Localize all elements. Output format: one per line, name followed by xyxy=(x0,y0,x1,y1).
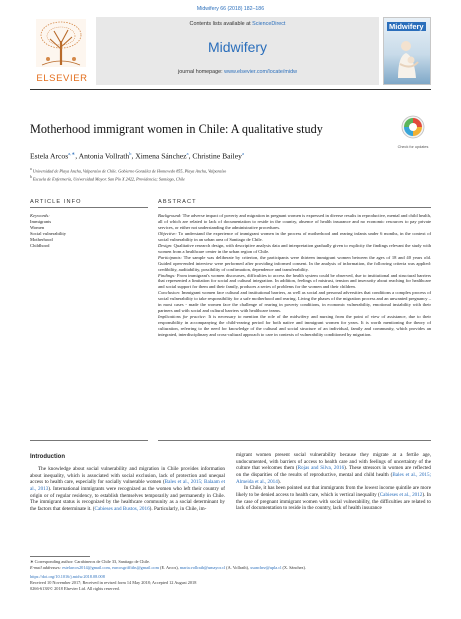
author-name[interactable]: Christine Bailey xyxy=(192,151,242,161)
affiliation-text: Universidad de Playa Ancha, Valparaíso de Chile. Gobierno González de Hontevedo 855, Playa Ancha, Valparaíso xyxy=(31,168,227,174)
abstract-text: To understand the experience of immigrant women in the process of motherhood and rearing infants under 6 months, in the context of social vulnerability in an urban area of Santiago de Chile. xyxy=(158,230,431,242)
abstract-paragraph xyxy=(158,290,431,314)
journal-name[interactable]: Midwifery xyxy=(207,39,268,55)
body-column-right xyxy=(236,452,431,512)
citation-link[interactable]: Cabieses and Bustos, 2016 xyxy=(94,505,150,512)
author-affiliation-mark[interactable]: a xyxy=(186,151,189,156)
crossmark-icon[interactable] xyxy=(400,114,426,144)
keyword: Childhood xyxy=(30,242,50,248)
keyword: Women xyxy=(30,224,45,230)
keywords-block xyxy=(30,213,148,248)
journal-homepage-link[interactable]: www.elsevier.com/locate/midw xyxy=(224,69,297,75)
email-owner-arcos: (E. Arcos), xyxy=(158,565,180,570)
abstract-paragraph xyxy=(158,255,431,273)
author-affiliation-mark[interactable]: b xyxy=(129,151,132,156)
keyword: Immigrants xyxy=(30,218,52,224)
contents-available-line xyxy=(96,21,379,27)
citation-link[interactable]: Cabieses et al., 2012 xyxy=(379,491,423,498)
affiliation-list xyxy=(30,166,390,183)
abstract-paragraph xyxy=(158,314,431,338)
footnote-rule xyxy=(30,556,90,557)
abstract-text: The adverse impact of poverty and migration in pregnant women is expressed in diverse results in reproductive, mental and child health, all of which are related to lack of documentation to reside in the country, absence of health insurance and no economic resources to pay private services, or either not understanding the administrative procedures. xyxy=(158,213,431,230)
article-title: Motherhood immigrant women in Chile: A qualitative study xyxy=(30,122,323,136)
body-text: ). International immigrants were recognized as the women who left their country of origin or of regular residency, to establish themselves temporarily and permanently in Chile. The immigrant status is recognized by the healthcare community as a social determinant by the factors that determinate it. ( xyxy=(30,485,225,512)
abstract-text: The sample was deliberate by criterion, the participants were thirteen immigrant women between the ages of 18 and 40 years old. Guided open-ended interview were performed after providing informed consent. In the analysis of information, the following criteria was applied: credibility, auditability, possibility of confirmation, dependence and transferability. xyxy=(158,254,431,272)
contents-prefix: Contents lists available at xyxy=(189,21,253,27)
citation-link[interactable]: Bales et al., 2015; Balaam et al., 2013 xyxy=(30,479,225,492)
body-column-left xyxy=(30,466,225,513)
affiliation xyxy=(30,166,390,174)
citation-link[interactable]: Rojas and Silva, 2016 xyxy=(297,465,345,472)
abstract-text: It is necessary to mention the role of the midwifery and nursing from the point of view of assistance, due to their responsibility in accompanying the child-rearing period for both native and immigrant women for years. It is worth mentioning the theory of culturation, referring to the need for knowledge of the cultural and social structure of an individual, family and community, which provides an integrated, interdisciplinary and cross-cultural approach to care in contexts of vulnerability conditioned by migration. xyxy=(158,314,431,338)
abstract-paragraph xyxy=(158,213,431,231)
corresponding-author-note: ∗ Corresponding author: Carabineros de Chile 33, Santiago de Chile. xyxy=(30,559,150,564)
article-info-rule xyxy=(30,207,148,208)
sciencedirect-link[interactable]: ScienceDirect xyxy=(252,21,286,27)
abstract-text: Immigrant women face cultural and institutional barriers, as well as social and personal adversities that conditions a complex process of social vulnerability to take responsibility for a safe motherhood and rearing. Living the phases of the migration process and an unwanted pregnancy – in most cases - made the women face the challenge of rearing in poverty conditions, in economic vulnerability, emotional instability with their partners and with social and cultural barriers with healthcare teams. xyxy=(158,290,431,314)
journal-cover-thumbnail[interactable] xyxy=(383,17,431,85)
abstract-label: Findings: xyxy=(158,272,176,278)
keyword: Motherhood xyxy=(30,236,53,242)
author-name[interactable]: Estela Arcos xyxy=(30,151,69,161)
affiliation-mark: b xyxy=(30,175,32,180)
affiliation-text: Escuela de Enfermería, Universidad Mayor. San Pío X 2422, Providencia; Santiago, Chile xyxy=(31,176,185,182)
body-text: The knowledge about social vulnerability and migration in Chile provides information about inequality, which is associated with social exclusion, lack of protection and unequal access to health care, especially for socially vulnerable women ( xyxy=(30,466,225,486)
elsevier-wordmark: ELSEVIER xyxy=(36,73,88,84)
abstract-text: Qualitative research design, with descriptive analysis data and interpretation gradually given to explicity the findings relevant the study with women from a healthcare center in the urban region of Chile. xyxy=(158,242,431,254)
journal-banner xyxy=(96,17,379,85)
abstract-text: From immigrant's women discourses, difficulties to access the health system could be observed, due to institutional and structural barriers that represented a limitation for social and cultural integration. In addition, feelings of mistrust, tension and insecurity about reaching for healthcare and social support for them and their family, produces a series of problems for the women and their children. xyxy=(158,272,431,290)
body-text: ). xyxy=(277,478,281,485)
keywords-label: Keywords: xyxy=(30,213,50,218)
body-text: ). Particularly, in Chile, im- xyxy=(149,505,207,512)
abstract-header: ABSTRACT xyxy=(158,199,197,205)
abstract-label: Implications for practice: xyxy=(158,314,207,320)
citation-link[interactable]: Bales et al., 2015; Almeida et al., 2014 xyxy=(236,471,431,485)
email-owner-vollrath: (A. Vollrath), xyxy=(225,565,251,570)
abstract-paragraph xyxy=(158,273,431,291)
body-paragraph xyxy=(236,485,431,512)
cover-title: Midwifery xyxy=(389,22,424,31)
abstract-rule xyxy=(158,207,431,208)
body-text: ). In the case of pregnant immigrant women with social vulnerability, the difficulties are related to lack of documentation to reside in the country, lack of health insurance xyxy=(236,491,431,512)
abstract-body xyxy=(158,213,431,338)
elsevier-logo[interactable] xyxy=(30,17,92,85)
article-info-bottom-rule xyxy=(30,440,148,441)
abstract-paragraph xyxy=(158,231,431,243)
abstract-paragraph xyxy=(158,243,431,255)
doi-link[interactable]: https://doi.org/10.1016/j.midw.2018.08.008 xyxy=(30,574,105,579)
body-text: ). These stressors in women are reflected on the disparities of the results of reproductive, mental and child health ( xyxy=(236,465,432,478)
homepage-prefix: journal homepage: xyxy=(178,69,225,75)
journal-citation[interactable]: Midwifery 66 (2018) 182–186 xyxy=(196,6,265,12)
abstract-label: Background: xyxy=(158,213,182,218)
journal-masthead xyxy=(30,17,431,85)
author-name[interactable]: Ximena Sánchez xyxy=(135,151,187,161)
author-list: Estela Arcos$^{a,∗}$, Antonia Vollrath$^b$, Ximena Sánchez$^a$, Christine Bailey$^a$ xyxy=(30,151,244,161)
article-info-header: ARTICLE INFO xyxy=(30,199,82,205)
issn-copyright: 0266-6138/© 2018 Elsevier Ltd. All rights reserved. xyxy=(30,586,120,591)
keyword-list xyxy=(30,219,148,249)
affiliation-mark: a xyxy=(30,167,32,171)
affiliation xyxy=(30,174,390,182)
author-affiliation-mark[interactable]: a,∗ xyxy=(68,151,76,156)
email-label: E-mail addresses: xyxy=(30,565,63,570)
abstract-label: Participants: xyxy=(158,254,182,260)
abstract-bottom-rule xyxy=(158,440,431,441)
body-paragraph xyxy=(30,466,225,513)
keyword: Social vulnerability xyxy=(30,230,67,236)
email-link-arcos[interactable]: estelarcos2014@gmail.com, earcosgriffiths@gmail.com xyxy=(62,565,159,570)
body-text: In Chile, it has been pointed out that immigrants from the lowest income quintile are more likely to be denied access to health care, which is vertical inequality ( xyxy=(236,485,431,498)
body-paragraph xyxy=(236,452,431,485)
journal-homepage-line xyxy=(96,69,379,75)
email-link-sanchez[interactable]: xsanchez@upla.cl xyxy=(250,565,282,570)
author-affiliation-mark[interactable]: a xyxy=(241,151,244,156)
author-name[interactable]: Antonia Vollrath xyxy=(78,151,130,161)
email-owner-sanchez: (X. Sánchez). xyxy=(281,565,306,570)
elsevier-tree-icon xyxy=(36,19,86,67)
introduction-heading: Introduction xyxy=(30,454,65,460)
received-dates: Received 10 November 2017; Received in revised form 14 May 2018; Accepted 12 August 2018 xyxy=(30,580,197,585)
cover-mother-child-icon xyxy=(392,38,422,78)
crossmark-label[interactable]: Check for updates xyxy=(397,145,429,149)
masthead-rule xyxy=(30,89,431,90)
abstract-label: Objective: xyxy=(158,230,177,236)
footnotes xyxy=(30,559,431,592)
email-link-vollrath[interactable]: maria.vollrath@umayor.cl xyxy=(179,565,226,570)
abstract-label: Conclusion: xyxy=(158,290,181,296)
body-text: migrant women present social vulnerability because they migrate at a fertile age, undocumented, with barriers of access to health care and with feelings of uncertainty of the culture that welcomes them ( xyxy=(236,452,431,472)
abstract-label: Design: xyxy=(158,242,173,248)
